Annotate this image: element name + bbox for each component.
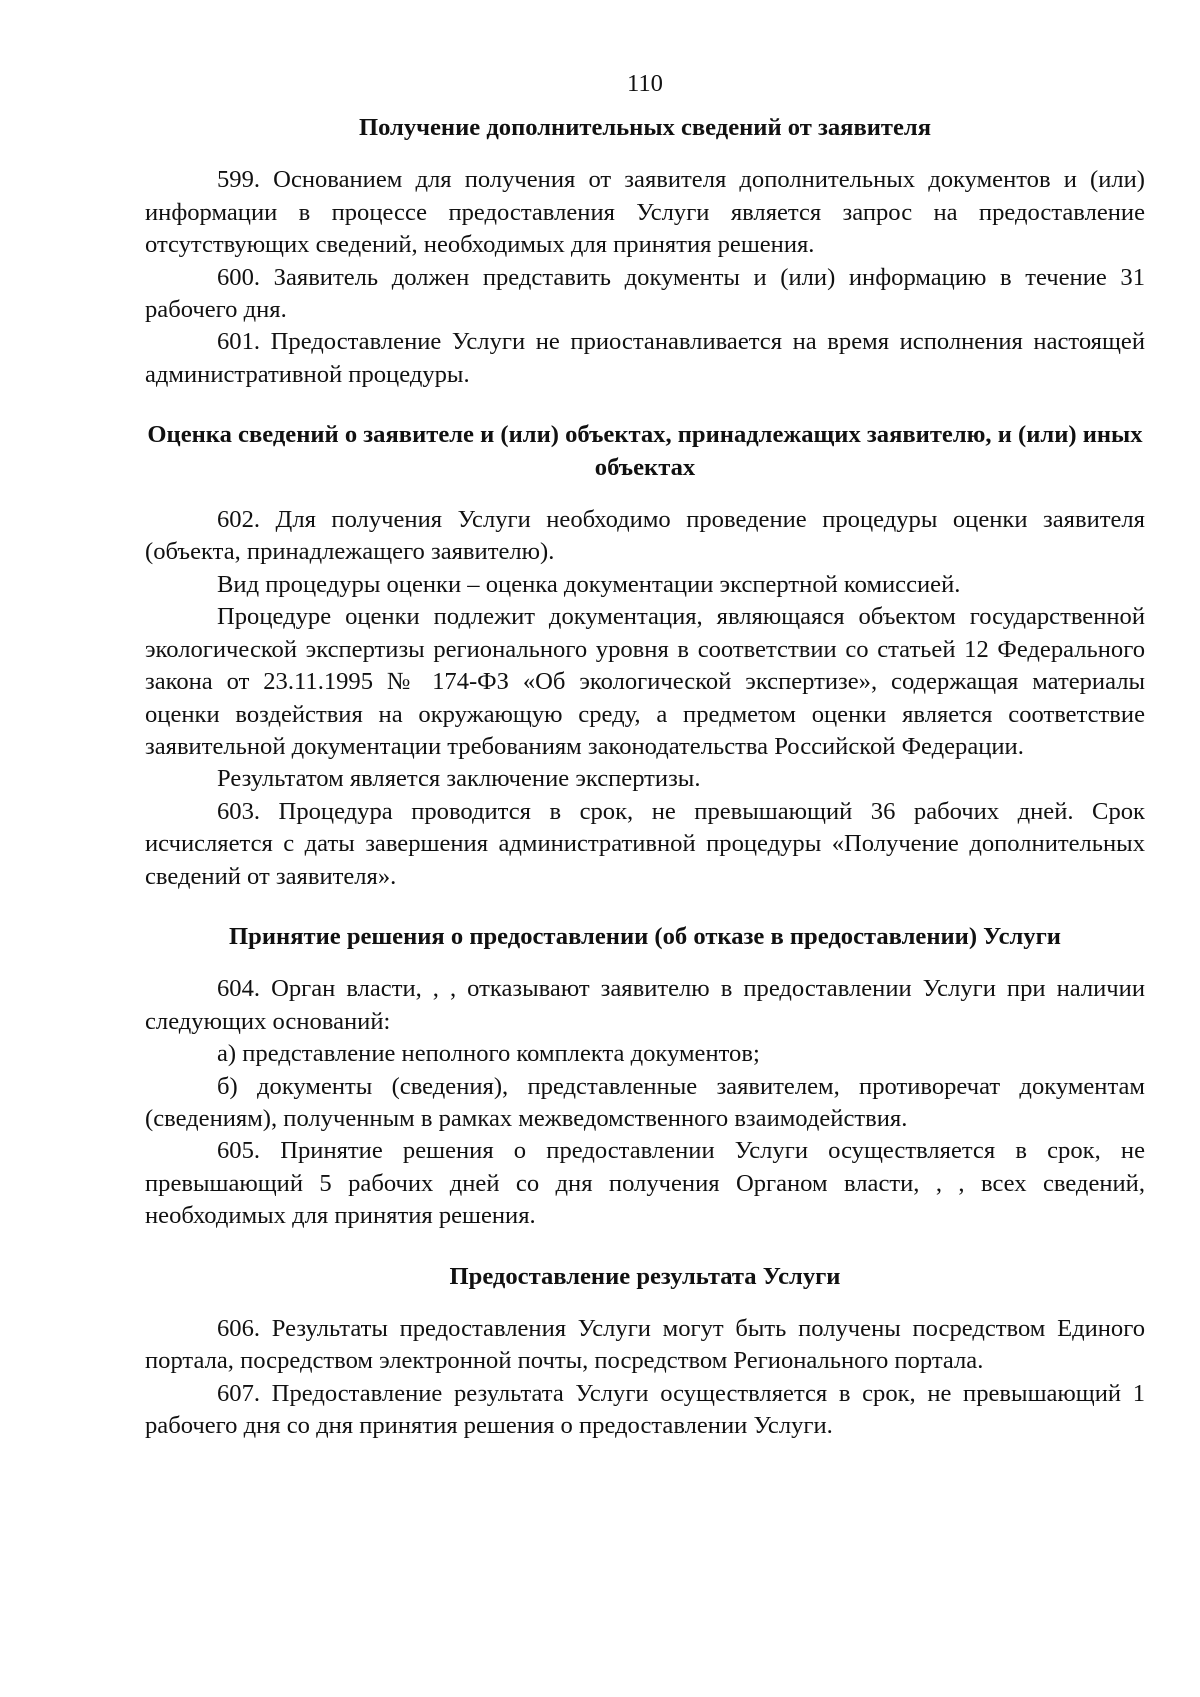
paragraph-assessment-type: Вид процедуры оценки – оценка документации экспертной комиссией. [217, 570, 961, 598]
section-additional-info [145, 112, 1145, 391]
paragraph-assessment-result: Результатом является заключение экспертизы. [217, 765, 701, 793]
section-heading: Получение дополнительных сведений от заявителя [358, 114, 932, 141]
paragraph-604-b: б) документы (сведения), представленные заявителем, противоречат документам (сведениям), полученным в рамках межведомственного взаимодействия. [145, 1072, 1145, 1132]
paragraph-603: 603. Процедура проводится в срок, не превышающий 36 рабочих дней. Срок исчисляется с даты завершения административной процедуры «Получение дополнительных сведений от заявителя». [145, 797, 1145, 890]
section-result-delivery [145, 1261, 1145, 1443]
paragraph-601: 601. Предоставление Услуги не приостанавливается на время исполнения настоящей административной процедуры. [145, 328, 1145, 388]
section-heading: Оценка сведений о заявителе и (или) объектах, принадлежащих заявителю, и (или) иных объектах [147, 421, 1143, 481]
paragraph-605: 605. Принятие решения о предоставлении Услуги осуществляется в срок, не превышающий 5 рабочих дней со дня получения Органом власти, , , всех сведений, необходимых для принятия решения. [145, 1137, 1145, 1230]
paragraph-606: 606. Результаты предоставления Услуги могут быть получены посредством Единого портала, посредством электронной почты, посредством Регионального портала. [145, 1315, 1145, 1375]
paragraph-607: 607. Предоставление результата Услуги осуществляется в срок, не превышающий 1 рабочего дня со дня принятия решения о предоставлении Услуги. [145, 1379, 1145, 1440]
paragraph-assessment-subject: Процедуре оценки подлежит документация, являющаяся объектом государственной экологической экспертизы регионального уровня в соответствии со статьей 12 Федерального закона от 23.11.1995 № 174-ФЗ «Об экологической экспертизе», содержащая материалы оценки воздействия на окружающую среду, а предметом оценки является соответствие заявительной документации требованиям законодательства Российской Федерации. [145, 603, 1145, 760]
paragraph-604: 604. Орган власти, , , отказывают заявителю в предоставлении Услуги при наличии следующих оснований: [145, 975, 1145, 1035]
paragraph-599: 599. Основанием для получения от заявителя дополнительных документов и (или) информации в процессе предоставления Услуги является запрос на предоставление отсутствующих сведений, необходимых для принятия решения. [145, 166, 1145, 259]
document-page [145, 68, 1145, 1443]
page-number: 110 [627, 70, 663, 97]
section-applicant-assessment [145, 419, 1145, 893]
paragraph-600: 600. Заявитель должен представить документы и (или) информацию в течение 31 рабочего дня. [145, 263, 1145, 324]
paragraph-602: 602. Для получения Услуги необходимо проведение процедуры оценки заявителя (объекта, принадлежащего заявителю). [145, 506, 1145, 566]
section-heading: Предоставление результата Услуги [449, 1262, 841, 1290]
paragraph-604-a: а) представление неполного комплекта документов; [217, 1040, 760, 1068]
section-heading: Принятие решения о предоставлении (об отказе в предоставлении) Услуги [229, 922, 1061, 950]
section-decision [145, 921, 1145, 1233]
